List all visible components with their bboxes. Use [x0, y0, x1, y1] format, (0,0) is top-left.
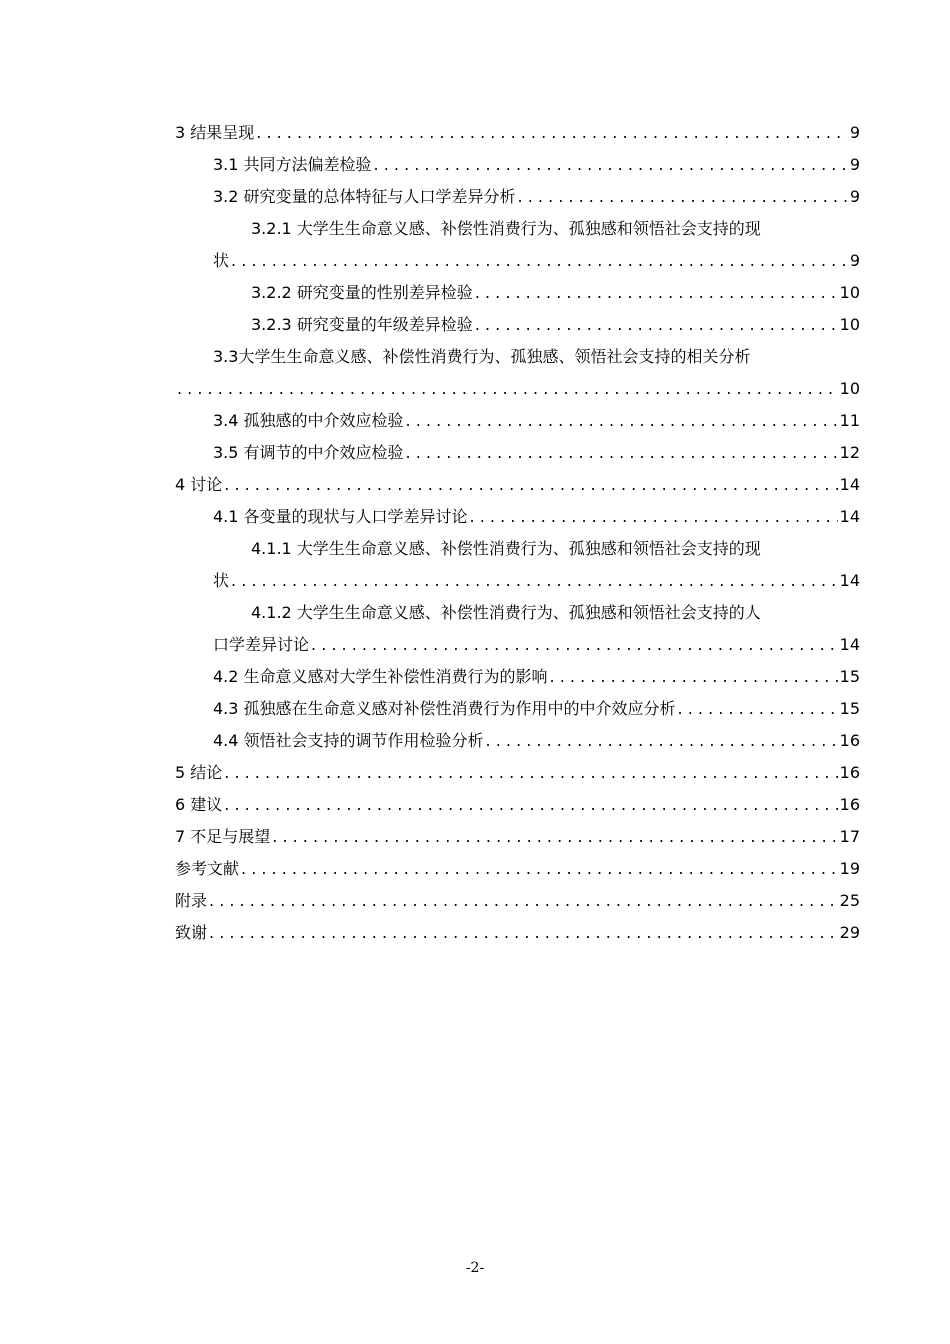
leader-dots [475, 277, 838, 309]
toc-entry-page: 10 [839, 315, 860, 334]
toc-entry-title-continued: 状 [213, 251, 230, 270]
leader-dots [256, 117, 848, 149]
toc-entry-title: 3 结果呈现 [175, 123, 255, 142]
leader-dots [231, 245, 848, 277]
leader-dots [406, 437, 838, 469]
toc-entry-page: 16 [839, 763, 860, 782]
toc-entry[interactable] [175, 661, 860, 693]
toc-entry-title: 7 不足与展望 [175, 827, 271, 846]
leader-dots [231, 565, 838, 597]
leader-dots [224, 757, 837, 789]
toc-entry[interactable] [175, 469, 860, 501]
toc-entry-title: 4.2 生命意义感对大学生补偿性消费行为的影响 [213, 667, 548, 686]
toc-entry[interactable] [175, 533, 860, 597]
table-of-contents [175, 117, 860, 949]
toc-entry[interactable] [175, 309, 860, 341]
toc-entry[interactable] [175, 213, 860, 277]
toc-entry[interactable] [175, 693, 860, 725]
toc-entry[interactable] [175, 821, 860, 853]
toc-entry-page: 17 [839, 827, 860, 846]
toc-entry-title: 4.4 领悟社会支持的调节作用检验分析 [213, 731, 484, 750]
toc-entry-page: 15 [839, 699, 860, 718]
toc-entry-page: 19 [839, 859, 860, 878]
toc-entry[interactable] [175, 117, 860, 149]
toc-entry-title: 附录 [175, 891, 208, 910]
leader-dots [272, 821, 837, 853]
toc-entry[interactable] [175, 917, 860, 949]
toc-entry-title: 4.1.2 大学生生命意义感、补偿性消费行为、孤独感和领悟社会支持的人 [251, 603, 761, 622]
toc-entry[interactable] [175, 597, 860, 661]
toc-entry-title: 5 结论 [175, 763, 223, 782]
page-number: -2- [465, 1260, 485, 1276]
toc-entry-title: 4.3 孤独感在生命意义感对补偿性消费行为作用中的中介效应分析 [213, 699, 676, 718]
toc-entry-title: 致谢 [175, 923, 208, 942]
leader-dots [311, 629, 838, 661]
leader-dots [678, 693, 838, 725]
leader-dots [550, 661, 838, 693]
toc-entry-page: 10 [839, 379, 860, 398]
toc-entry-title: 3.2.2 研究变量的性别差异检验 [251, 283, 473, 302]
toc-entry-page: 9 [849, 123, 860, 142]
toc-entry-title-continued: 状 [213, 571, 230, 590]
toc-entry-title: 4.1 各变量的现状与人口学差异讨论 [213, 507, 468, 526]
toc-entry-title: 参考文献 [175, 859, 240, 878]
leader-dots [224, 789, 837, 821]
toc-entry-page: 16 [839, 731, 860, 750]
toc-entry[interactable] [175, 341, 860, 405]
toc-entry[interactable] [175, 277, 860, 309]
toc-entry-page: 14 [839, 475, 860, 494]
leader-dots [224, 469, 837, 501]
toc-entry-title: 4 讨论 [175, 475, 223, 494]
leader-dots [470, 501, 838, 533]
toc-entry[interactable] [175, 405, 860, 437]
leader-dots [475, 309, 838, 341]
toc-entry-page: 14 [839, 571, 860, 590]
toc-entry-page: 14 [839, 635, 860, 654]
leader-dots [209, 885, 838, 917]
toc-entry[interactable] [175, 725, 860, 757]
toc-entry[interactable] [175, 501, 860, 533]
toc-entry[interactable] [175, 181, 860, 213]
toc-entry[interactable] [175, 757, 860, 789]
toc-entry-title: 3.2.3 研究变量的年级差异检验 [251, 315, 473, 334]
toc-entry-page: 10 [839, 283, 860, 302]
leader-dots [486, 725, 838, 757]
toc-entry-title: 3.5 有调节的中介效应检验 [213, 443, 404, 462]
toc-entry[interactable] [175, 149, 860, 181]
toc-entry[interactable] [175, 437, 860, 469]
toc-entry-page: 29 [839, 923, 860, 942]
toc-entry-page: 14 [839, 507, 860, 526]
toc-entry-title: 4.1.1 大学生生命意义感、补偿性消费行为、孤独感和领悟社会支持的现 [251, 539, 761, 558]
toc-entry-title: 3.2.1 大学生生命意义感、补偿性消费行为、孤独感和领悟社会支持的现 [251, 219, 761, 238]
toc-entry-page: 9 [849, 155, 860, 174]
toc-entry-title: 3.3大学生生命意义感、补偿性消费行为、孤独感、领悟社会支持的相关分析 [213, 347, 751, 366]
leader-dots [209, 917, 838, 949]
toc-entry-page: 9 [849, 187, 860, 206]
toc-entry-page: 15 [839, 667, 860, 686]
toc-entry[interactable] [175, 789, 860, 821]
toc-entry[interactable] [175, 885, 860, 917]
leader-dots [177, 373, 838, 405]
leader-dots [241, 853, 838, 885]
leader-dots [518, 181, 848, 213]
toc-entry-title: 3.2 研究变量的总体特征与人口学差异分析 [213, 187, 516, 206]
toc-entry-page: 9 [849, 251, 860, 270]
toc-entry[interactable] [175, 853, 860, 885]
leader-dots [406, 405, 838, 437]
toc-entry-page: 16 [839, 795, 860, 814]
toc-entry-title: 3.1 共同方法偏差检验 [213, 155, 372, 174]
toc-entry-page: 11 [839, 411, 860, 430]
toc-entry-title: 3.4 孤独感的中介效应检验 [213, 411, 404, 430]
leader-dots [374, 149, 848, 181]
toc-entry-title: 6 建议 [175, 795, 223, 814]
toc-entry-page: 25 [839, 891, 860, 910]
toc-entry-page: 12 [839, 443, 860, 462]
toc-entry-title-continued: 口学差异讨论 [213, 635, 310, 654]
